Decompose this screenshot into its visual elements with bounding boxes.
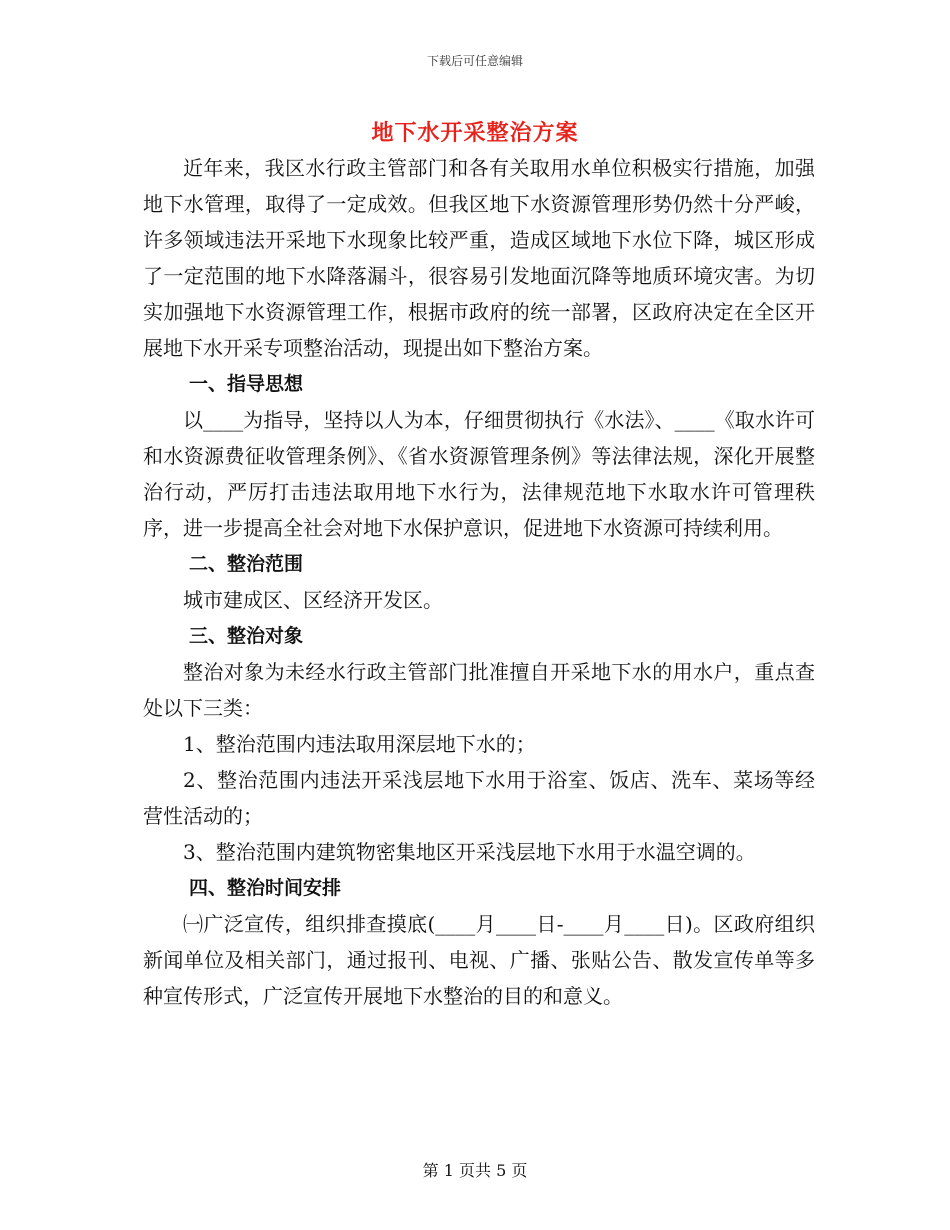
target-item: 2、整治范围内违法开采浅层地下水用于浴室、饭店、洗车、菜场等经营性活动的； [143, 768, 815, 828]
header-note: 下载后可任意编辑 [426, 54, 523, 68]
section-heading-guiding-ideology: 一、指导思想 [189, 373, 304, 395]
document-body [143, 150, 815, 1014]
section-text-schedule: ㈠广泛宣传，组织排查摸底(____月____日-____月____日)。区政府组织新闻单位及相关部门，通过报刊、电视、广播、张贴公告、散发宣传单等多种宣传形式，广泛宣传开展地下水整治的目的和意义。 [143, 912, 815, 1008]
target-item: 3、整治范围内建筑物密集地区开采浅层地下水用于水温空调的。 [183, 840, 756, 864]
section-heading-scope: 二、整治范围 [189, 553, 304, 575]
section-text-targets: 整治对象为未经水行政主管部门批准擅自开采地下水的用水户，重点查处以下三类： [143, 660, 815, 720]
intro-paragraph: 近年来，我区水行政主管部门和各有关取用水单位积极实行措施，加强地下水管理，取得了一定成效。但我区地下水资源管理形势仍然十分严峻，许多领域违法开采地下水现象比较严重，造成区域地下水位下降，城区形成了一定范围的地下水降落漏斗，很容易引发地面沉降等地质环境灾害。为切实加强地下水资源管理工作，根据市政府的统一部署，区政府决定在全区开展地下水开采专项整治活动，现提出如下整治方案。 [143, 156, 815, 360]
section-text-scope: 城市建成区、区经济开发区。 [183, 588, 443, 612]
page-footer: 第 1 页共 5 页 [422, 1161, 528, 1180]
document-title: 地下水开采整治方案 [371, 121, 579, 146]
target-item: 1、整治范围内违法取用深层地下水的； [183, 732, 536, 756]
section-text-guiding-ideology: 以____为指导，坚持以人为本，仔细贯彻执行《水法》、____《取水许可和水资源费征收管理条例》、《省水资源管理条例》等法律法规，深化开展整治行动，严厉打击违法取用地下水行为，法律规范地下水取水许可管理秩序，进一步提高全社会对地下水保护意识，促进地下水资源可持续利用。 [143, 408, 815, 540]
section-heading-schedule: 四、整治时间安排 [189, 877, 342, 899]
section-heading-targets: 三、整治对象 [189, 625, 304, 647]
